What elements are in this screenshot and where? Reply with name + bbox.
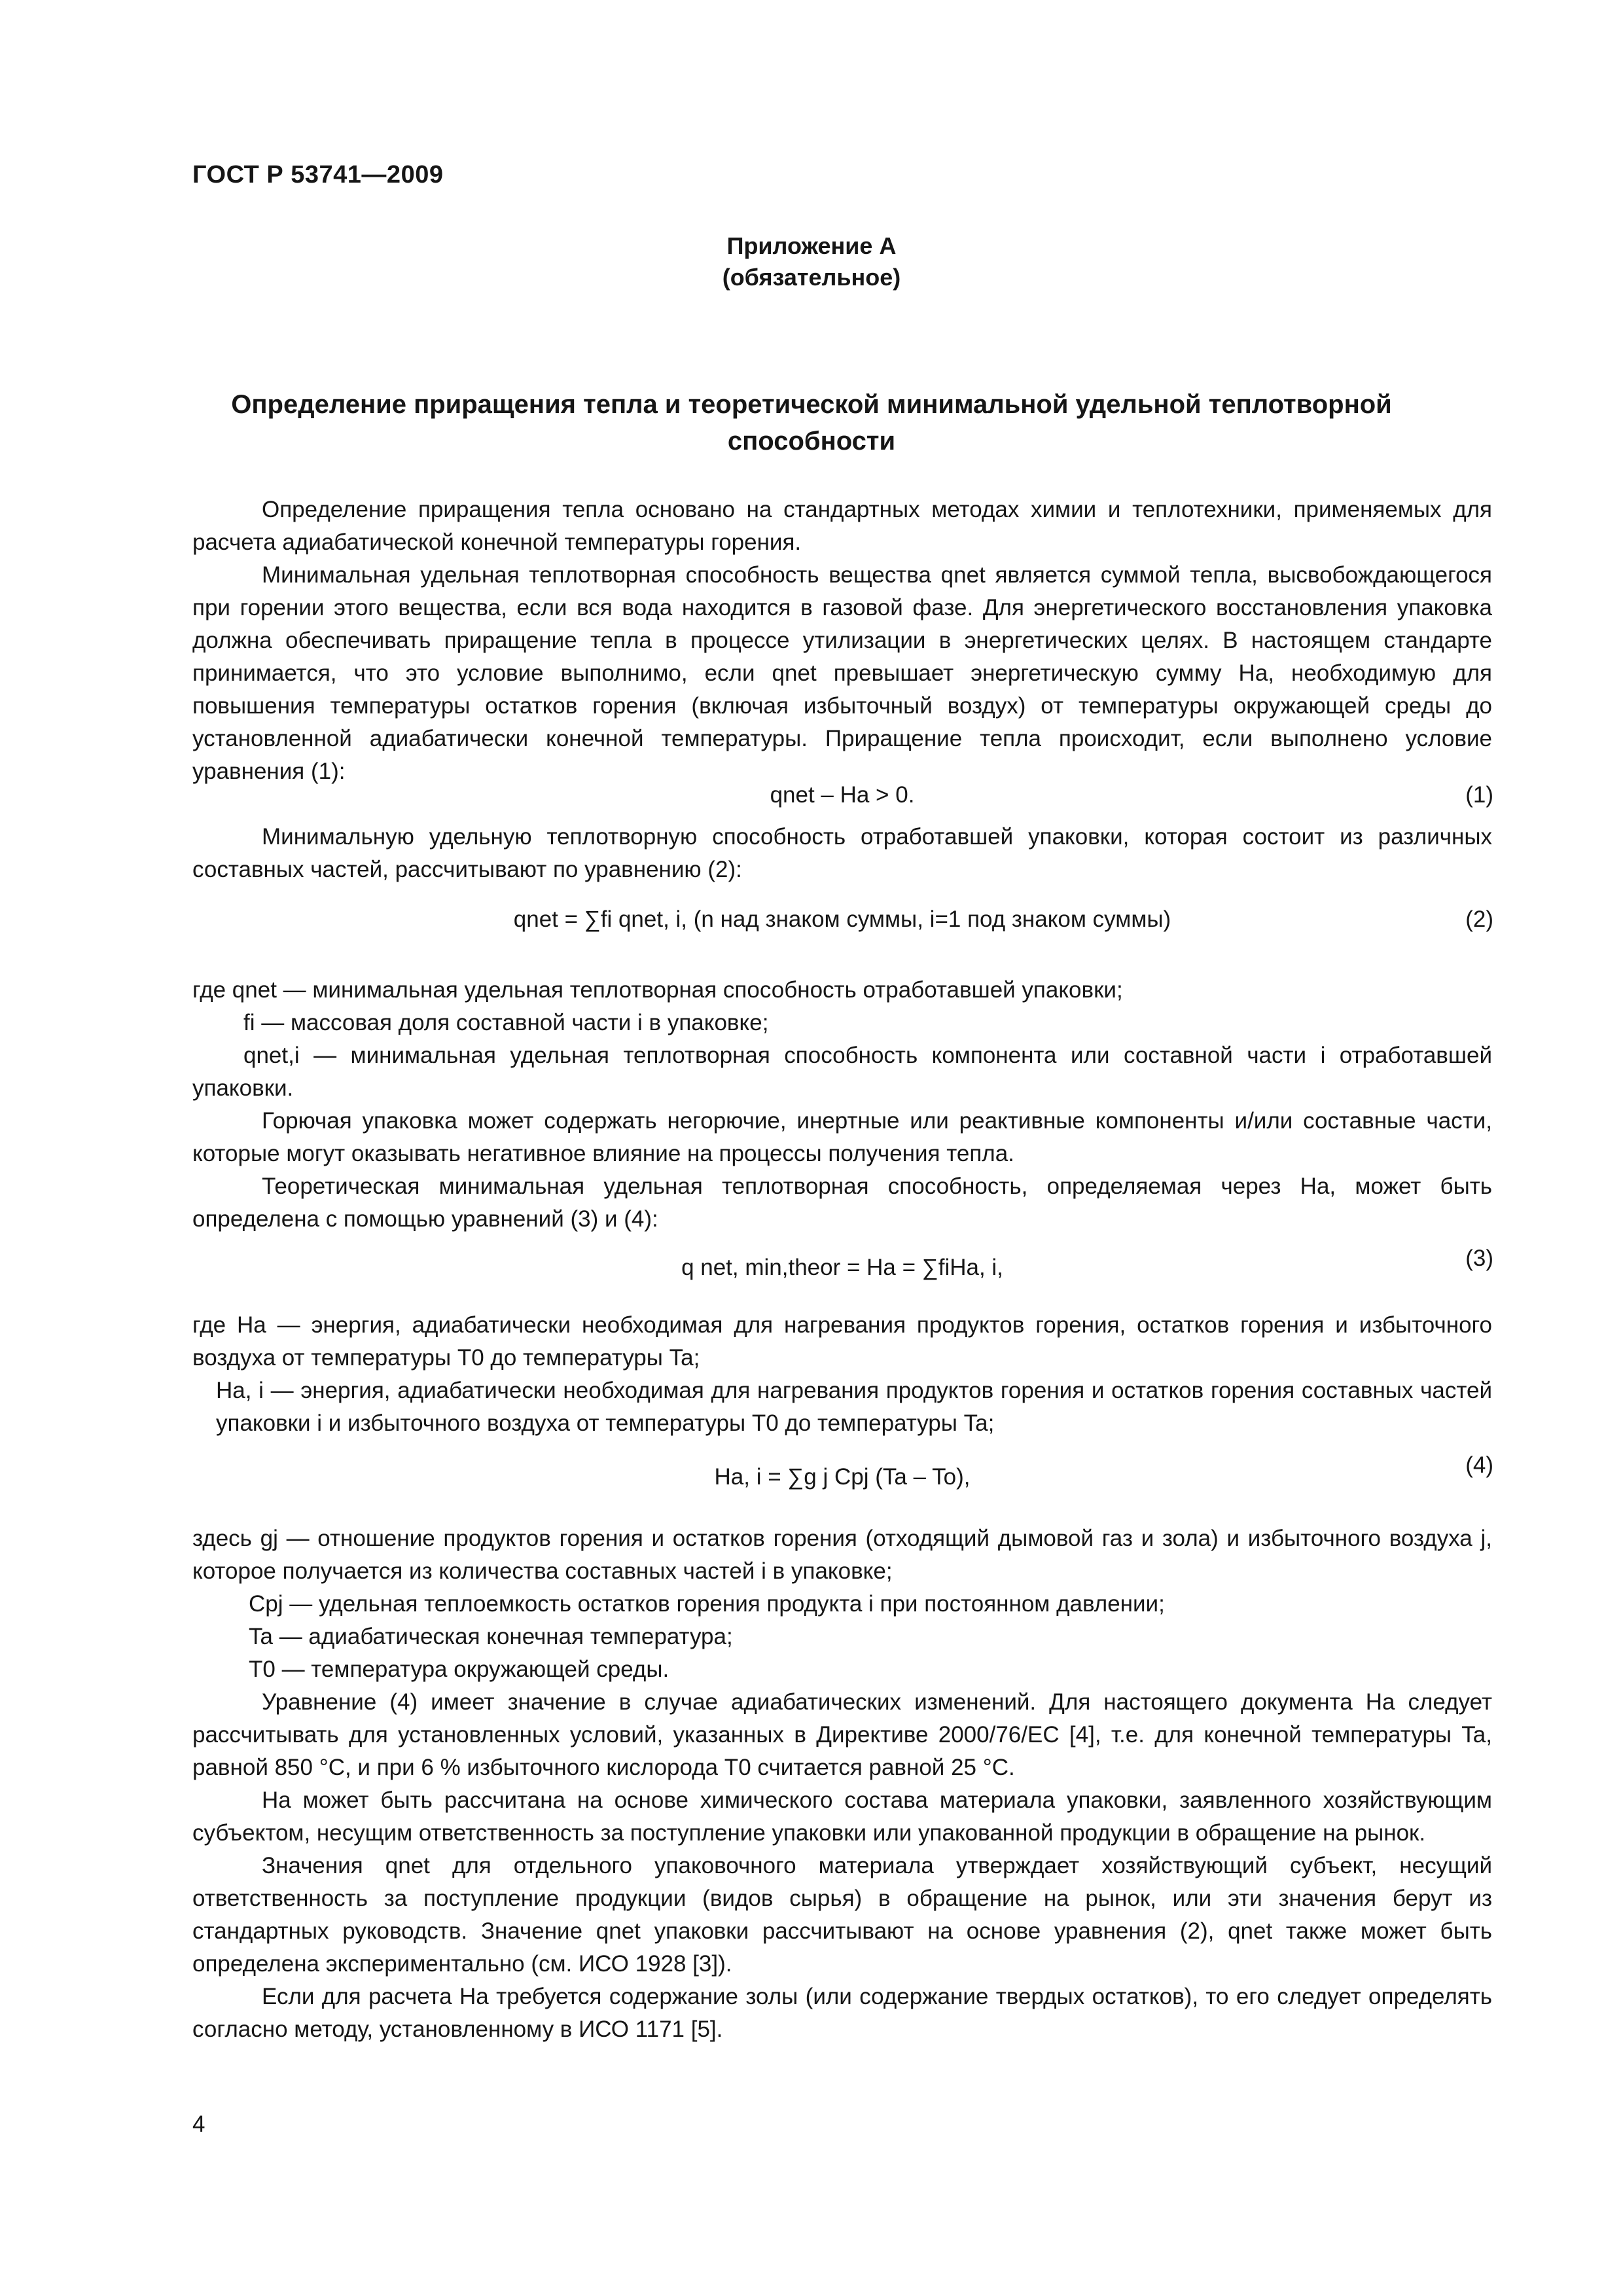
- equation-4: Ha, i = ∑g j Cpj (Ta – To),: [714, 1464, 971, 1490]
- definition-ta: Ta — адиабатическая конечная температура;: [249, 1624, 733, 1649]
- appendix-label: Приложение А: [726, 232, 897, 259]
- appendix-label-block: [0, 230, 1623, 293]
- definition-qnet-i: qnet,i — минимальная удельная теплотворная способность компонента или составной части i отработавшей упаковки.: [192, 1043, 1492, 1101]
- definition-ha: где Ha — энергия, адиабатически необходимая для нагревания продуктов горения, остатков горения и избыточного воздуха от температуры T0 до температуры Ta;: [192, 1312, 1492, 1371]
- equation-4-number: (4): [1465, 1452, 1493, 1478]
- paragraph-8: Значения qnet для отдельного упаковочного материала утверждает хозяйствующий субъект, несущий ответственность за поступление продукции (видов сырья) в обращение на рынок, или эти значения берут из стандартных руководств. Значение qnet упаковки рассчитывают на основе уравнения (2), qnet также может быть определена экспериментально (см. ИСО 1928 [3]).: [192, 1853, 1492, 1977]
- definition-ha-i: Ha, i — энергия, адиабатически необходимая для нагревания продуктов горения и остатков горения составных частей упаковки i и избыточного воздуха от температуры T0 до температуры Ta;: [216, 1378, 1492, 1436]
- equation-3-number: (3): [1465, 1246, 1493, 1271]
- equation-3: q net, min,theor = Ha = ∑fiHa, i,: [681, 1255, 1003, 1280]
- paragraph-5: Теоретическая минимальная удельная теплотворная способность, определяемая через Ha, может быть определена с помощью уравнений (3) и (4):: [192, 1174, 1492, 1232]
- equation-2-number: (2): [1465, 906, 1493, 932]
- definition-fi: fi — массовая доля составной части i в упаковке;: [243, 1010, 769, 1035]
- paragraph-7: Ha может быть рассчитана на основе химического состава материала упаковки, заявленного хозяйствующим субъектом, несущим ответственность за поступление упаковки или упакованной продукции в обращение на рынок.: [192, 1787, 1492, 1846]
- page-number: 4: [192, 2111, 205, 2137]
- paragraph-6: Уравнение (4) имеет значение в случае адиабатических изменений. Для настоящего документа Ha следует рассчитывать для установленных условий, указанных в Директиве 2000/76/ЕС [4], т.е. для конечной температуры Ta, равной 850 °C, и при 6 % избыточного кислорода T0 считается равной 25 °C.: [192, 1689, 1492, 1780]
- document-code: ГОСТ Р 53741—2009: [192, 161, 444, 188]
- definition-t0: T0 — температура окружающей среды.: [249, 1657, 669, 1682]
- definition-cpj: Cpj — удельная теплоемкость остатков горения продукта i при постоянном давлении;: [249, 1591, 1165, 1617]
- definition-gj: здесь gj — отношение продуктов горения и остатков горения (отходящий дымовой газ и зола) и избыточного воздуха j, которое получается из количества составных частей i в упаковке;: [192, 1526, 1492, 1584]
- paragraph-9: Если для расчета Ha требуется содержание золы (или содержание твердых остатков), то его следует определять согласно методу, установленному в ИСО 1171 [5].: [192, 1984, 1492, 2042]
- paragraph-4: Горючая упаковка может содержать негорючие, инертные или реактивные компоненты и/или составные части, которые могут оказывать негативное влияние на процессы получения тепла.: [192, 1108, 1492, 1166]
- equation-1-number: (1): [1465, 782, 1493, 808]
- appendix-status: (обязательное): [722, 264, 901, 291]
- paragraph-1: Определение приращения тепла основано на стандартных методах химии и теплотехники, применяемых для расчета адиабатической конечной температуры горения.: [192, 497, 1492, 555]
- equation-1: qnet – Ha > 0.: [770, 782, 915, 808]
- definition-qnet: где qnet — минимальная удельная теплотворная способность отработавшей упаковки;: [192, 977, 1123, 1003]
- appendix-title: Определение приращения тепла и теоретической минимальной удельной теплотворной способности: [231, 390, 1392, 456]
- equation-2: qnet = ∑fi qnet, i, (n над знаком суммы, i=1 под знаком суммы): [513, 906, 1171, 932]
- paragraph-3: Минимальную удельную теплотворную способность отработавшей упаковки, которая состоит из различных составных частей, рассчитывают по уравнению (2):: [192, 824, 1492, 882]
- paragraph-2: Минимальная удельная теплотворная способность вещества qnet является суммой тепла, высвобождающегося при горении этого вещества, если вся вода находится в газовой фазе. Для энергетического восстановления упаковка должна обеспечивать приращение тепла в процессе утилизации в энергетических целях. В настоящем стандарте принимается, что это условие выполнимо, если qnet превышает энергетическую сумму Ha, необходимую для повышения температуры остатков горения (включая избыточный воздух) от температуры окружающей среды до установленной адиабатически конечной температуры. Приращение тепла происходит, если выполнено условие уравнения (1):: [192, 562, 1492, 784]
